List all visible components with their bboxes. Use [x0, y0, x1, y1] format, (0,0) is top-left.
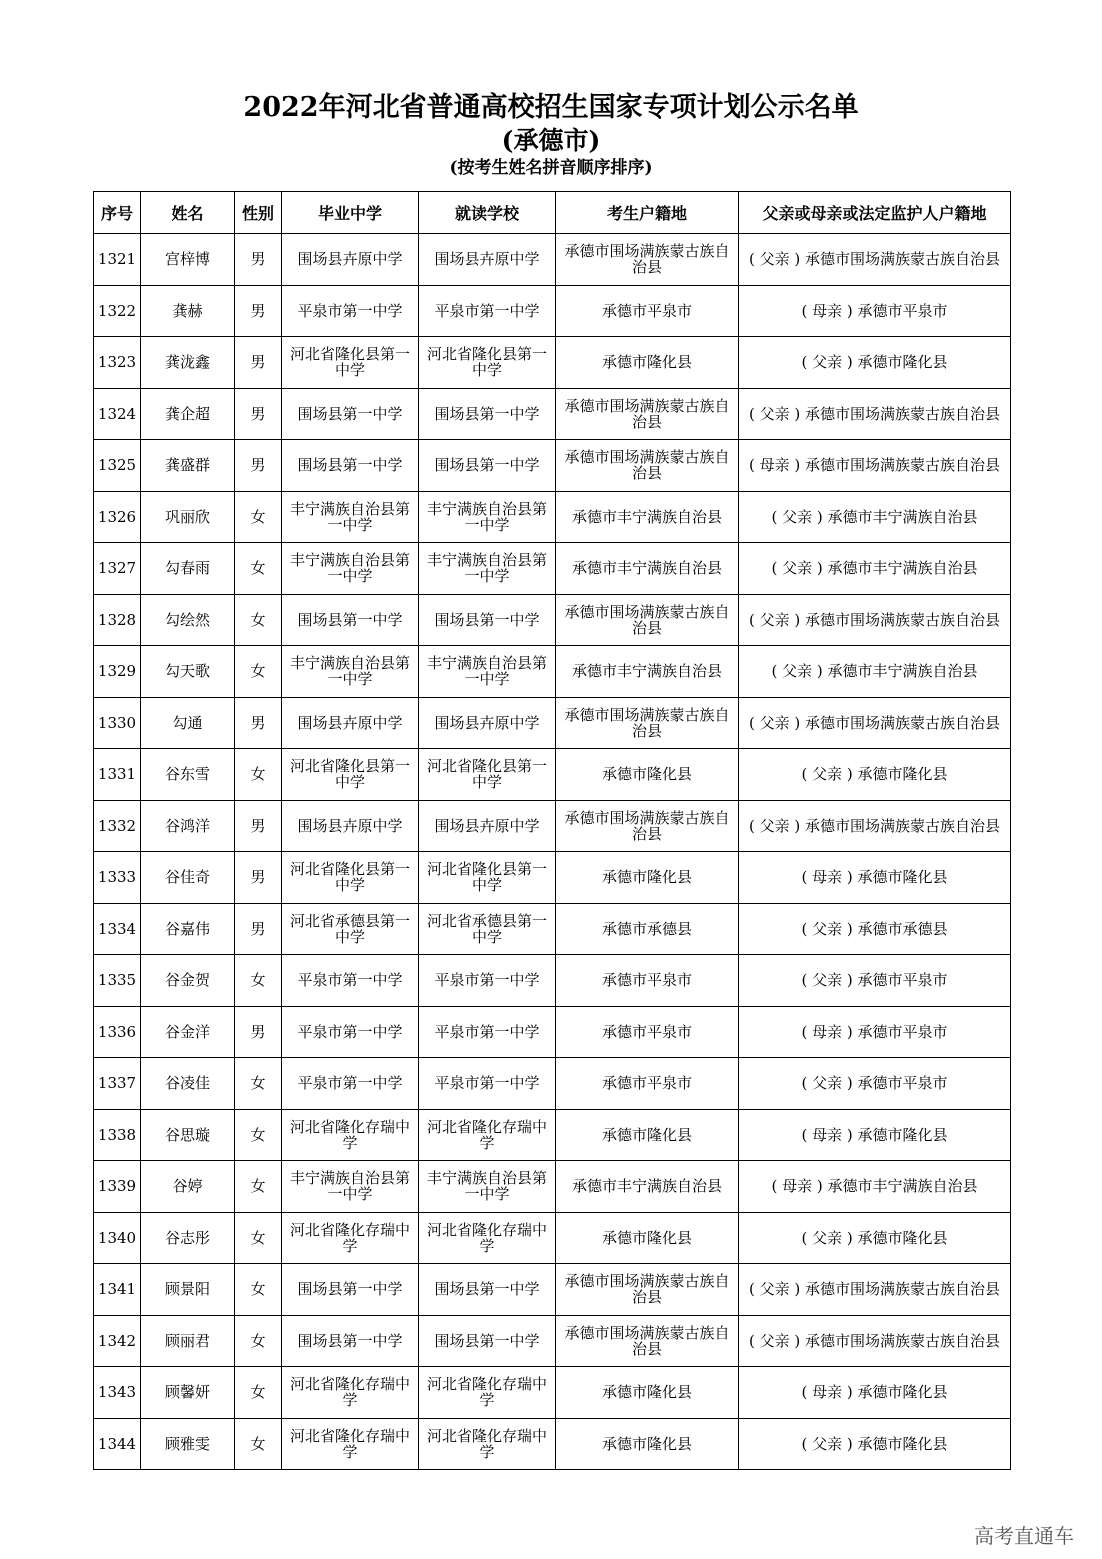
cell-graduated-school: 围场县第一中学 — [282, 440, 419, 492]
cell-gender: 女 — [235, 491, 282, 543]
cell-graduated-school: 围场县第一中学 — [282, 388, 419, 440]
cell-student-domicile: 承德市围场满族蒙古族自治县 — [556, 388, 739, 440]
cell-name: 谷志彤 — [141, 1212, 235, 1264]
cell-name: 顾馨妍 — [141, 1367, 235, 1419]
cell-name: 勾天歌 — [141, 646, 235, 698]
cell-current-school: 丰宁满族自治县第一中学 — [419, 543, 556, 595]
table-row — [94, 543, 1011, 595]
cell-graduated-school: 河北省隆化县第一中学 — [282, 337, 419, 389]
cell-current-school: 围场县卉原中学 — [419, 234, 556, 286]
cell-guardian-domicile: ( 父亲 ) 承德市隆化县 — [739, 1212, 1011, 1264]
table-row — [94, 337, 1011, 389]
cell-student-domicile: 承德市围场满族蒙古族自治县 — [556, 440, 739, 492]
cell-gender: 女 — [235, 749, 282, 801]
cell-index: 1340 — [94, 1212, 141, 1264]
cell-student-domicile: 承德市丰宁满族自治县 — [556, 543, 739, 595]
cell-name: 龚盛群 — [141, 440, 235, 492]
cell-index: 1330 — [94, 697, 141, 749]
cell-current-school: 围场县第一中学 — [419, 388, 556, 440]
cell-guardian-domicile: ( 父亲 ) 承德市隆化县 — [739, 749, 1011, 801]
cell-graduated-school: 围场县卉原中学 — [282, 697, 419, 749]
cell-graduated-school: 平泉市第一中学 — [282, 955, 419, 1007]
cell-gender: 女 — [235, 1161, 282, 1213]
cell-graduated-school: 平泉市第一中学 — [282, 1006, 419, 1058]
cell-graduated-school: 围场县卉原中学 — [282, 800, 419, 852]
cell-index: 1336 — [94, 1006, 141, 1058]
cell-gender: 男 — [235, 697, 282, 749]
cell-index: 1339 — [94, 1161, 141, 1213]
cell-gender: 男 — [235, 337, 282, 389]
cell-name: 谷思璇 — [141, 1109, 235, 1161]
cell-gender: 女 — [235, 646, 282, 698]
cell-current-school: 平泉市第一中学 — [419, 285, 556, 337]
cell-graduated-school: 围场县第一中学 — [282, 594, 419, 646]
cell-gender: 女 — [235, 543, 282, 595]
cell-graduated-school: 围场县卉原中学 — [282, 234, 419, 286]
cell-student-domicile: 承德市丰宁满族自治县 — [556, 1161, 739, 1213]
cell-student-domicile: 承德市围场满族蒙古族自治县 — [556, 1315, 739, 1367]
table-row — [94, 955, 1011, 1007]
cell-graduated-school: 河北省隆化存瑞中学 — [282, 1212, 419, 1264]
roster-table — [93, 191, 1011, 1470]
cell-index: 1343 — [94, 1367, 141, 1419]
cell-guardian-domicile: ( 父亲 ) 承德市平泉市 — [739, 955, 1011, 1007]
cell-graduated-school: 河北省隆化县第一中学 — [282, 852, 419, 904]
cell-guardian-domicile: ( 母亲 ) 承德市平泉市 — [739, 1006, 1011, 1058]
cell-guardian-domicile: ( 父亲 ) 承德市围场满族蒙古族自治县 — [739, 1315, 1011, 1367]
cell-current-school: 河北省隆化存瑞中学 — [419, 1109, 556, 1161]
cell-graduated-school: 河北省承德县第一中学 — [282, 903, 419, 955]
cell-name: 勾绘然 — [141, 594, 235, 646]
cell-gender: 女 — [235, 1109, 282, 1161]
col-header-graduated-school: 毕业中学 — [282, 192, 419, 234]
col-header-name: 姓名 — [141, 192, 235, 234]
cell-graduated-school: 围场县第一中学 — [282, 1264, 419, 1316]
cell-guardian-domicile: ( 母亲 ) 承德市平泉市 — [739, 285, 1011, 337]
cell-gender: 男 — [235, 852, 282, 904]
cell-guardian-domicile: ( 父亲 ) 承德市承德县 — [739, 903, 1011, 955]
cell-student-domicile: 承德市隆化县 — [556, 1109, 739, 1161]
cell-gender: 女 — [235, 1212, 282, 1264]
col-header-index: 序号 — [94, 192, 141, 234]
table-row — [94, 1315, 1011, 1367]
table-header-row — [94, 192, 1011, 234]
cell-name: 巩丽欣 — [141, 491, 235, 543]
cell-index: 1333 — [94, 852, 141, 904]
cell-guardian-domicile: ( 母亲 ) 承德市隆化县 — [739, 852, 1011, 904]
cell-index: 1337 — [94, 1058, 141, 1110]
table-row — [94, 903, 1011, 955]
cell-graduated-school: 丰宁满族自治县第一中学 — [282, 646, 419, 698]
cell-current-school: 丰宁满族自治县第一中学 — [419, 646, 556, 698]
table-row — [94, 646, 1011, 698]
cell-gender: 女 — [235, 955, 282, 1007]
sort-note: (按考生姓名拼音顺序排序) — [449, 158, 653, 178]
col-header-student-domicile: 考生户籍地 — [556, 192, 739, 234]
cell-student-domicile: 承德市隆化县 — [556, 1418, 739, 1470]
col-header-current-school: 就读学校 — [419, 192, 556, 234]
cell-student-domicile: 承德市围场满族蒙古族自治县 — [556, 697, 739, 749]
table-row — [94, 1418, 1011, 1470]
cell-graduated-school: 河北省隆化存瑞中学 — [282, 1367, 419, 1419]
page-title: 2022年河北省普通高校招生国家专项计划公示名单 — [243, 92, 859, 123]
cell-current-school: 围场县第一中学 — [419, 1315, 556, 1367]
cell-current-school: 平泉市第一中学 — [419, 1058, 556, 1110]
cell-name: 谷东雪 — [141, 749, 235, 801]
table-row — [94, 749, 1011, 801]
cell-current-school: 围场县卉原中学 — [419, 800, 556, 852]
cell-gender: 男 — [235, 1006, 282, 1058]
cell-graduated-school: 丰宁满族自治县第一中学 — [282, 1161, 419, 1213]
cell-student-domicile: 承德市承德县 — [556, 903, 739, 955]
cell-current-school: 围场县第一中学 — [419, 1264, 556, 1316]
cell-guardian-domicile: ( 父亲 ) 承德市丰宁满族自治县 — [739, 646, 1011, 698]
table-row — [94, 388, 1011, 440]
cell-current-school: 河北省隆化存瑞中学 — [419, 1418, 556, 1470]
cell-name: 顾雅雯 — [141, 1418, 235, 1470]
cell-index: 1328 — [94, 594, 141, 646]
cell-current-school: 围场县第一中学 — [419, 440, 556, 492]
cell-student-domicile: 承德市平泉市 — [556, 955, 739, 1007]
cell-student-domicile: 承德市围场满族蒙古族自治县 — [556, 234, 739, 286]
cell-name: 谷金贺 — [141, 955, 235, 1007]
cell-index: 1344 — [94, 1418, 141, 1470]
cell-index: 1341 — [94, 1264, 141, 1316]
cell-guardian-domicile: ( 父亲 ) 承德市丰宁满族自治县 — [739, 491, 1011, 543]
cell-current-school: 河北省隆化存瑞中学 — [419, 1212, 556, 1264]
cell-student-domicile: 承德市围场满族蒙古族自治县 — [556, 594, 739, 646]
cell-student-domicile: 承德市围场满族蒙古族自治县 — [556, 800, 739, 852]
cell-guardian-domicile: ( 父亲 ) 承德市围场满族蒙古族自治县 — [739, 697, 1011, 749]
watermark: 高考直通车 — [974, 1524, 1074, 1548]
cell-graduated-school: 平泉市第一中学 — [282, 285, 419, 337]
cell-current-school: 平泉市第一中学 — [419, 955, 556, 1007]
cell-student-domicile: 承德市隆化县 — [556, 1367, 739, 1419]
table-row — [94, 1212, 1011, 1264]
cell-index: 1321 — [94, 234, 141, 286]
cell-name: 谷金洋 — [141, 1006, 235, 1058]
cell-index: 1335 — [94, 955, 141, 1007]
table-row — [94, 285, 1011, 337]
cell-graduated-school: 河北省隆化存瑞中学 — [282, 1109, 419, 1161]
cell-name: 谷婷 — [141, 1161, 235, 1213]
cell-current-school: 围场县第一中学 — [419, 594, 556, 646]
cell-graduated-school: 丰宁满族自治县第一中学 — [282, 543, 419, 595]
table-row — [94, 1109, 1011, 1161]
table-row — [94, 1006, 1011, 1058]
cell-current-school: 丰宁满族自治县第一中学 — [419, 1161, 556, 1213]
cell-index: 1323 — [94, 337, 141, 389]
cell-current-school: 河北省隆化县第一中学 — [419, 749, 556, 801]
cell-current-school: 河北省隆化县第一中学 — [419, 852, 556, 904]
cell-name: 谷佳奇 — [141, 852, 235, 904]
cell-guardian-domicile: ( 母亲 ) 承德市隆化县 — [739, 1109, 1011, 1161]
cell-name: 龚企超 — [141, 388, 235, 440]
cell-index: 1326 — [94, 491, 141, 543]
cell-index: 1331 — [94, 749, 141, 801]
cell-gender: 男 — [235, 800, 282, 852]
table-row — [94, 440, 1011, 492]
cell-student-domicile: 承德市丰宁满族自治县 — [556, 646, 739, 698]
cell-current-school: 丰宁满族自治县第一中学 — [419, 491, 556, 543]
cell-gender: 女 — [235, 1264, 282, 1316]
cell-student-domicile: 承德市隆化县 — [556, 1212, 739, 1264]
cell-gender: 女 — [235, 1058, 282, 1110]
cell-guardian-domicile: ( 母亲 ) 承德市丰宁满族自治县 — [739, 1161, 1011, 1213]
cell-guardian-domicile: ( 父亲 ) 承德市围场满族蒙古族自治县 — [739, 234, 1011, 286]
cell-index: 1329 — [94, 646, 141, 698]
cell-name: 谷凌佳 — [141, 1058, 235, 1110]
cell-gender: 女 — [235, 1418, 282, 1470]
cell-gender: 男 — [235, 388, 282, 440]
cell-graduated-school: 河北省隆化县第一中学 — [282, 749, 419, 801]
table-row — [94, 1264, 1011, 1316]
cell-guardian-domicile: ( 父亲 ) 承德市隆化县 — [739, 337, 1011, 389]
cell-student-domicile: 承德市隆化县 — [556, 852, 739, 904]
cell-current-school: 河北省承德县第一中学 — [419, 903, 556, 955]
cell-guardian-domicile: ( 父亲 ) 承德市围场满族蒙古族自治县 — [739, 1264, 1011, 1316]
cell-name: 顾景阳 — [141, 1264, 235, 1316]
cell-student-domicile: 承德市隆化县 — [556, 749, 739, 801]
cell-graduated-school: 围场县第一中学 — [282, 1315, 419, 1367]
cell-index: 1324 — [94, 388, 141, 440]
cell-gender: 女 — [235, 594, 282, 646]
col-header-gender: 性别 — [235, 192, 282, 234]
cell-graduated-school: 丰宁满族自治县第一中学 — [282, 491, 419, 543]
cell-student-domicile: 承德市围场满族蒙古族自治县 — [556, 1264, 739, 1316]
cell-guardian-domicile: ( 父亲 ) 承德市平泉市 — [739, 1058, 1011, 1110]
cell-guardian-domicile: ( 父亲 ) 承德市围场满族蒙古族自治县 — [739, 388, 1011, 440]
cell-student-domicile: 承德市平泉市 — [556, 1006, 739, 1058]
cell-gender: 女 — [235, 1315, 282, 1367]
cell-gender: 男 — [235, 285, 282, 337]
table-row — [94, 697, 1011, 749]
cell-name: 宫梓博 — [141, 234, 235, 286]
page-subtitle: (承德市) — [501, 126, 601, 155]
cell-graduated-school: 平泉市第一中学 — [282, 1058, 419, 1110]
cell-index: 1327 — [94, 543, 141, 595]
cell-name: 谷鸿洋 — [141, 800, 235, 852]
cell-index: 1332 — [94, 800, 141, 852]
table-row — [94, 1367, 1011, 1419]
cell-graduated-school: 河北省隆化存瑞中学 — [282, 1418, 419, 1470]
cell-student-domicile: 承德市丰宁满族自治县 — [556, 491, 739, 543]
cell-student-domicile: 承德市平泉市 — [556, 1058, 739, 1110]
table-row — [94, 234, 1011, 286]
cell-gender: 女 — [235, 1367, 282, 1419]
cell-guardian-domicile: ( 母亲 ) 承德市围场满族蒙古族自治县 — [739, 440, 1011, 492]
cell-index: 1325 — [94, 440, 141, 492]
table-row — [94, 1161, 1011, 1213]
cell-index: 1338 — [94, 1109, 141, 1161]
cell-gender: 男 — [235, 903, 282, 955]
table-row — [94, 800, 1011, 852]
cell-guardian-domicile: ( 父亲 ) 承德市围场满族蒙古族自治县 — [739, 594, 1011, 646]
cell-index: 1334 — [94, 903, 141, 955]
cell-index: 1342 — [94, 1315, 141, 1367]
cell-guardian-domicile: ( 母亲 ) 承德市隆化县 — [739, 1367, 1011, 1419]
cell-name: 龚泷鑫 — [141, 337, 235, 389]
table-row — [94, 491, 1011, 543]
cell-name: 勾春雨 — [141, 543, 235, 595]
cell-current-school: 围场县卉原中学 — [419, 697, 556, 749]
cell-gender: 男 — [235, 440, 282, 492]
cell-guardian-domicile: ( 父亲 ) 承德市隆化县 — [739, 1418, 1011, 1470]
table-row — [94, 1058, 1011, 1110]
cell-current-school: 河北省隆化县第一中学 — [419, 337, 556, 389]
cell-student-domicile: 承德市隆化县 — [556, 337, 739, 389]
cell-gender: 男 — [235, 234, 282, 286]
table-row — [94, 594, 1011, 646]
cell-name: 勾通 — [141, 697, 235, 749]
table-row — [94, 852, 1011, 904]
cell-student-domicile: 承德市平泉市 — [556, 285, 739, 337]
cell-index: 1322 — [94, 285, 141, 337]
cell-name: 龚赫 — [141, 285, 235, 337]
cell-guardian-domicile: ( 父亲 ) 承德市围场满族蒙古族自治县 — [739, 800, 1011, 852]
cell-guardian-domicile: ( 父亲 ) 承德市丰宁满族自治县 — [739, 543, 1011, 595]
cell-name: 谷嘉伟 — [141, 903, 235, 955]
col-header-guardian-domicile: 父亲或母亲或法定监护人户籍地 — [739, 192, 1011, 234]
cell-current-school: 河北省隆化存瑞中学 — [419, 1367, 556, 1419]
table-body — [94, 234, 1011, 1470]
cell-name: 顾丽君 — [141, 1315, 235, 1367]
cell-current-school: 平泉市第一中学 — [419, 1006, 556, 1058]
